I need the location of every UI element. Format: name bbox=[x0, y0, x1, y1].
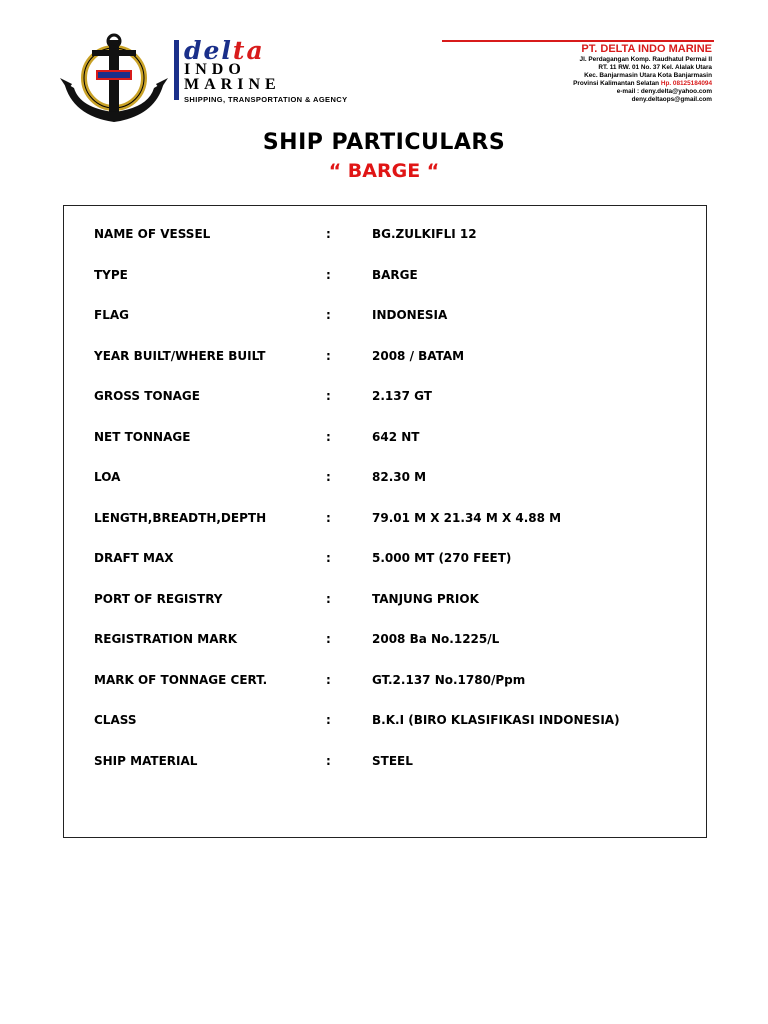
company-email-1: e-mail : deny.delta@yahoo.com bbox=[616, 88, 712, 95]
particular-separator: : bbox=[326, 267, 331, 282]
particular-separator: : bbox=[326, 348, 331, 363]
particular-value: TANJUNG PRIOK bbox=[372, 591, 479, 606]
particular-separator: : bbox=[326, 632, 331, 646]
page-subtitle: “ BARGE “ bbox=[328, 160, 440, 182]
particular-value: 2.137 GT bbox=[372, 389, 432, 403]
particular-label: LENGTH,BREADTH,DEPTH bbox=[94, 510, 267, 525]
particular-value: 5.000 MT (270 FEET) bbox=[372, 551, 512, 565]
company-address-1: Jl. Perdagangan Komp. Raudhatul Permai II bbox=[579, 56, 712, 63]
brand-divider bbox=[174, 40, 179, 100]
particular-separator: : bbox=[326, 429, 331, 444]
particular-separator: : bbox=[326, 672, 331, 687]
company-email-2: deny.deltaops@gmail.com bbox=[631, 96, 712, 103]
particular-separator: : bbox=[326, 308, 331, 322]
brand-tagline: SHIPPING, TRANSPORTATION & AGENCY bbox=[184, 95, 348, 104]
particular-separator: : bbox=[326, 591, 331, 606]
company-province: Provinsi Kalimantan Selatan bbox=[573, 80, 660, 87]
particular-label: GROSS TONAGE bbox=[94, 389, 200, 403]
particular-separator: : bbox=[326, 470, 331, 484]
particular-label: DRAFT MAX bbox=[94, 551, 174, 565]
particular-label: REGISTRATION MARK bbox=[94, 632, 238, 646]
brand-part2: ta bbox=[232, 36, 265, 65]
particular-label: SHIP MATERIAL bbox=[94, 753, 198, 768]
company-phone: Hp. 08125184094 bbox=[660, 80, 712, 87]
particular-label: TYPE bbox=[94, 267, 128, 282]
particular-value: 79.01 M X 21.34 M X 4.88 M bbox=[372, 510, 562, 525]
particular-value: INDONESIA bbox=[372, 308, 448, 322]
particular-label: CLASS bbox=[94, 713, 137, 727]
particular-label: NET TONNAGE bbox=[94, 429, 191, 444]
particular-separator: : bbox=[326, 713, 331, 727]
page-title: SHIP PARTICULARS bbox=[262, 130, 506, 155]
particular-separator: : bbox=[326, 389, 331, 403]
brand-block bbox=[184, 36, 424, 104]
brand-line-3: MARINE bbox=[184, 76, 281, 93]
particular-value: 2008 Ba No.1225/L bbox=[372, 632, 500, 646]
company-province-line bbox=[412, 80, 712, 88]
company-name: PT. DELTA INDO MARINE bbox=[581, 43, 712, 55]
anchor-icon bbox=[58, 32, 170, 128]
particular-label: LOA bbox=[94, 470, 121, 484]
particular-label: YEAR BUILT/WHERE BUILT bbox=[94, 348, 266, 363]
particular-value: BARGE bbox=[372, 267, 418, 282]
particular-value: 642 NT bbox=[372, 429, 420, 444]
brand-line-2: INDO bbox=[184, 61, 246, 78]
particular-separator: : bbox=[326, 227, 331, 241]
particular-value: 82.30 M bbox=[372, 470, 427, 484]
company-address-3: Kec. Banjarmasin Utara Kota Banjarmasin bbox=[584, 72, 712, 79]
brand-name bbox=[184, 36, 424, 65]
particulars-box bbox=[63, 205, 707, 838]
particular-value: 2008 / BATAM bbox=[372, 348, 465, 363]
particular-value: BG.ZULKIFLI 12 bbox=[372, 227, 477, 241]
particular-value: B.K.I (BIRO KLASIFIKASI INDONESIA) bbox=[372, 713, 620, 727]
particular-separator: : bbox=[326, 510, 331, 525]
particular-separator: : bbox=[326, 551, 331, 565]
brand-part1: del bbox=[184, 36, 233, 65]
particular-label: MARK OF TONNAGE CERT. bbox=[94, 672, 268, 687]
particular-separator: : bbox=[326, 753, 331, 768]
particular-label: NAME OF VESSEL bbox=[94, 227, 211, 241]
particular-label: PORT OF REGISTRY bbox=[94, 591, 223, 606]
particular-value: STEEL bbox=[372, 753, 413, 768]
company-address-2: RT. 11 RW. 01 No. 37 Kel. Alalak Utara bbox=[598, 64, 712, 71]
company-info bbox=[412, 42, 712, 104]
particular-label: FLAG bbox=[94, 308, 129, 322]
particular-value: GT.2.137 No.1780/Ppm bbox=[372, 672, 526, 687]
